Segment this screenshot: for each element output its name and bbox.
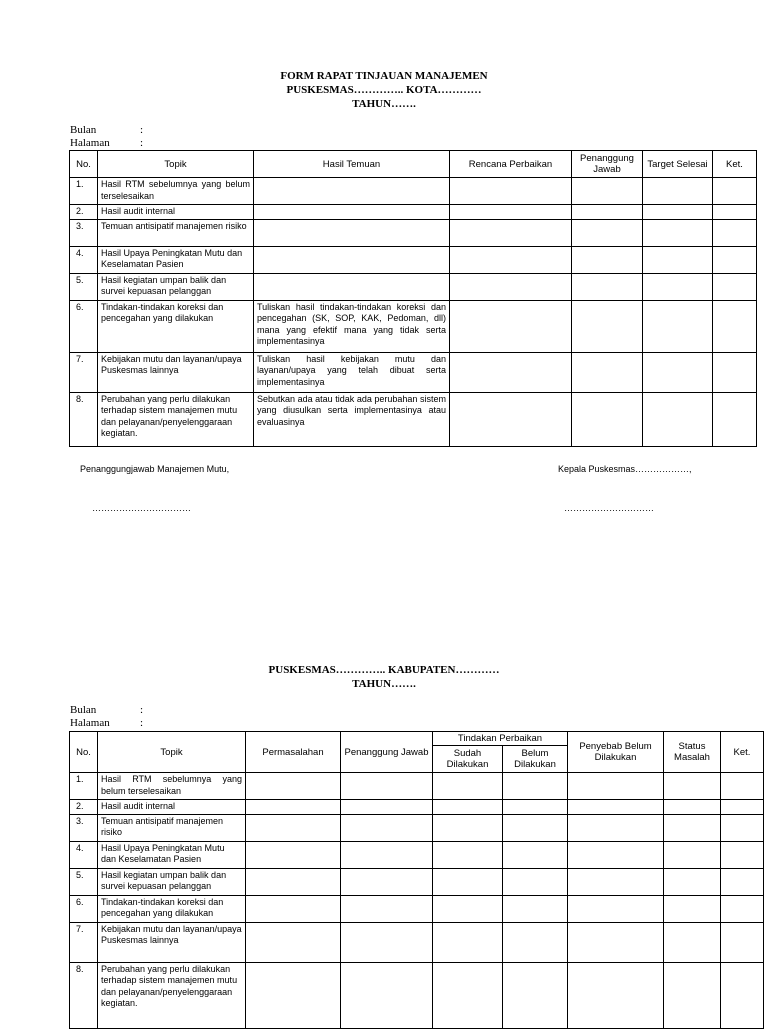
row-no: 2.	[70, 800, 98, 815]
row-pj[interactable]	[572, 205, 643, 220]
row-rencana[interactable]	[450, 273, 572, 300]
row-no: 7.	[70, 352, 98, 392]
row-status[interactable]	[664, 814, 721, 841]
row-sudah[interactable]	[433, 773, 503, 800]
row-pj[interactable]	[341, 773, 433, 800]
form1-meta-halaman	[70, 137, 143, 149]
row-belum[interactable]	[503, 841, 568, 868]
row-penyebab[interactable]	[568, 922, 664, 962]
row-sudah[interactable]	[433, 800, 503, 815]
form1-title-line-1: FORM RAPAT TINJAUAN MANAJEMEN	[280, 70, 488, 82]
row-pj[interactable]	[572, 392, 643, 446]
row-temuan[interactable]: Sebutkan ada atau tidak ada perubahan sistem yang diusulkan serta implementasinya atau evaluasinya	[254, 392, 450, 446]
header-ket: Ket.	[713, 151, 757, 178]
row-temuan[interactable]: Tuliskan hasil kebijakan mutu dan layanan/upaya yang telah dibuat serta implementasinya	[254, 352, 450, 392]
header-penanggung-jawab: Penanggung Jawab	[341, 732, 433, 773]
row-permasalahan[interactable]	[246, 868, 341, 895]
row-no: 6.	[70, 895, 98, 922]
row-topik: Perubahan yang perlu dilakukan terhadap sistem manajemen mutu dan pelayanan/penyelenggaraan kegiatan.	[98, 392, 254, 446]
row-target[interactable]	[643, 246, 713, 273]
row-permasalahan[interactable]	[246, 962, 341, 1028]
row-status[interactable]	[664, 895, 721, 922]
row-topik: Hasil Upaya Peningkatan Mutu dan Keselamatan Pasien	[98, 246, 254, 273]
row-target[interactable]	[643, 392, 713, 446]
row-rencana[interactable]	[450, 178, 572, 205]
row-pj[interactable]	[572, 352, 643, 392]
row-no: 4.	[70, 841, 98, 868]
form2-header-row-1	[70, 732, 764, 746]
row-permasalahan[interactable]	[246, 773, 341, 800]
row-no: 6.	[70, 300, 98, 352]
form2-meta-bulan	[70, 704, 143, 716]
row-ket[interactable]	[721, 773, 764, 800]
header-belum-dilakukan: Belum Dilakukan	[503, 746, 568, 773]
row-permasalahan[interactable]	[246, 895, 341, 922]
row-belum[interactable]	[503, 773, 568, 800]
row-ket[interactable]	[713, 392, 757, 446]
row-pj[interactable]	[341, 868, 433, 895]
row-topik: Kebijakan mutu dan layanan/upaya Puskesmas lainnya	[98, 352, 254, 392]
row-pj[interactable]	[572, 219, 643, 246]
row-rencana[interactable]	[450, 219, 572, 246]
row-pj[interactable]	[572, 300, 643, 352]
row-sudah[interactable]	[433, 868, 503, 895]
row-topik: Hasil audit internal	[98, 205, 254, 220]
row-pj[interactable]	[341, 922, 433, 962]
row-penyebab[interactable]	[568, 841, 664, 868]
row-penyebab[interactable]	[568, 773, 664, 800]
row-topik: Perubahan yang perlu dilakukan terhadap sistem manajemen mutu dan pelayanan/penyelenggaraan kegiatan.	[98, 962, 246, 1028]
header-topik: Topik	[98, 732, 246, 773]
row-pj[interactable]	[572, 178, 643, 205]
row-topik: Tindakan-tindakan koreksi dan pencegahan yang dilakukan	[98, 300, 254, 352]
header-no: No.	[70, 732, 98, 773]
row-no: 3.	[70, 814, 98, 841]
header-target-selesai: Target Selesai	[643, 151, 713, 178]
row-ket[interactable]	[721, 922, 764, 962]
meta-sep: :	[140, 717, 144, 729]
row-ket[interactable]	[713, 352, 757, 392]
row-sudah[interactable]	[433, 962, 503, 1028]
row-no: 8.	[70, 962, 98, 1028]
row-pj[interactable]	[341, 800, 433, 815]
table-row	[70, 219, 757, 246]
table-row	[70, 205, 757, 220]
row-no: 1.	[70, 773, 98, 800]
row-no: 4.	[70, 246, 98, 273]
row-temuan[interactable]	[254, 246, 450, 273]
row-ket[interactable]	[713, 246, 757, 273]
meta-label: Halaman	[70, 717, 110, 729]
row-ket[interactable]	[713, 178, 757, 205]
table-row	[70, 895, 764, 922]
header-penanggung-jawab: Penanggung Jawab	[572, 151, 643, 178]
row-status[interactable]	[664, 800, 721, 815]
row-target[interactable]	[643, 273, 713, 300]
form2-title-line-2: TAHUN…….	[352, 678, 416, 690]
table-row	[70, 962, 764, 1028]
row-permasalahan[interactable]	[246, 814, 341, 841]
table-row	[70, 868, 764, 895]
row-target[interactable]	[643, 178, 713, 205]
form1-header-row	[70, 151, 757, 178]
header-rencana-perbaikan: Rencana Perbaikan	[450, 151, 572, 178]
row-topik: Hasil RTM sebelumnya yang belum terselesaikan	[98, 178, 254, 205]
row-topik: Kebijakan mutu dan layanan/upaya Puskesmas lainnya	[98, 922, 246, 962]
form1-title-line-2: PUSKESMAS………….. KOTA…………	[286, 84, 482, 96]
row-penyebab[interactable]	[568, 895, 664, 922]
form1-meta-bulan	[70, 124, 143, 136]
sign-right-dots: …………………………	[564, 503, 654, 513]
row-status[interactable]	[664, 962, 721, 1028]
row-penyebab[interactable]	[568, 868, 664, 895]
row-status[interactable]	[664, 773, 721, 800]
table-row	[70, 246, 757, 273]
row-target[interactable]	[643, 352, 713, 392]
row-status[interactable]	[664, 922, 721, 962]
row-ket[interactable]	[721, 962, 764, 1028]
row-rencana[interactable]	[450, 300, 572, 352]
row-pj[interactable]	[572, 246, 643, 273]
header-sudah-dilakukan: Sudah Dilakukan	[433, 746, 503, 773]
header-topik: Topik	[98, 151, 254, 178]
row-ket[interactable]	[713, 300, 757, 352]
row-topik: Temuan antisipatif manajemen risiko	[98, 219, 254, 246]
row-sudah[interactable]	[433, 895, 503, 922]
row-no: 8.	[70, 392, 98, 446]
row-pj[interactable]	[341, 841, 433, 868]
row-rencana[interactable]	[450, 205, 572, 220]
row-status[interactable]	[664, 841, 721, 868]
row-target[interactable]	[643, 219, 713, 246]
row-ket[interactable]	[713, 205, 757, 220]
header-permasalahan: Permasalahan	[246, 732, 341, 773]
row-topik: Hasil kegiatan umpan balik dan survei kepuasan pelanggan	[98, 273, 254, 300]
header-no: No.	[70, 151, 98, 178]
row-permasalahan[interactable]	[246, 922, 341, 962]
row-belum[interactable]	[503, 868, 568, 895]
row-pj[interactable]	[341, 962, 433, 1028]
row-belum[interactable]	[503, 800, 568, 815]
row-no: 1.	[70, 178, 98, 205]
row-topik: Hasil kegiatan umpan balik dan survei kepuasan pelanggan	[98, 868, 246, 895]
row-belum[interactable]	[503, 962, 568, 1028]
row-sudah[interactable]	[433, 922, 503, 962]
row-no: 5.	[70, 273, 98, 300]
row-sudah[interactable]	[433, 841, 503, 868]
table-row	[70, 814, 764, 841]
header-hasil-temuan: Hasil Temuan	[254, 151, 450, 178]
row-temuan[interactable]	[254, 273, 450, 300]
row-no: 5.	[70, 868, 98, 895]
row-ket[interactable]	[721, 868, 764, 895]
sign-left-dots: ……………………………	[92, 503, 191, 513]
header-ket: Ket.	[721, 732, 764, 773]
row-temuan[interactable]	[254, 205, 450, 220]
row-ket[interactable]	[721, 814, 764, 841]
row-pj[interactable]	[572, 273, 643, 300]
row-pj[interactable]	[341, 895, 433, 922]
row-status[interactable]	[664, 868, 721, 895]
table-row	[70, 300, 757, 352]
row-no: 2.	[70, 205, 98, 220]
form2-table	[69, 731, 764, 1029]
sign-right-label: Kepala Puskesmas………………,	[558, 464, 692, 474]
row-temuan[interactable]: Tuliskan hasil tindakan-tindakan koreksi dan pencegahan (SK, SOP, KAK, Pedoman, dll) mana yang efektif mana yang tidak serta implementasinya	[254, 300, 450, 352]
row-penyebab[interactable]	[568, 962, 664, 1028]
sign-left-label: Penanggungjawab Manajemen Mutu,	[80, 464, 230, 474]
table-row	[70, 800, 764, 815]
meta-label: Halaman	[70, 137, 110, 149]
row-ket[interactable]	[721, 800, 764, 815]
row-sudah[interactable]	[433, 814, 503, 841]
row-topik: Tindakan-tindakan koreksi dan pencegahan yang dilakukan	[98, 895, 246, 922]
table-row	[70, 352, 757, 392]
table-row	[70, 273, 757, 300]
row-target[interactable]	[643, 300, 713, 352]
form2-title-line-1: PUSKESMAS………….. KABUPATEN…………	[268, 664, 500, 676]
meta-sep: :	[140, 704, 144, 716]
table-row	[70, 922, 764, 962]
row-ket[interactable]	[713, 219, 757, 246]
table-row	[70, 841, 764, 868]
header-tindakan-perbaikan: Tindakan Perbaikan	[433, 732, 568, 746]
row-rencana[interactable]	[450, 246, 572, 273]
table-row	[70, 178, 757, 205]
row-pj[interactable]	[341, 814, 433, 841]
form2-meta-halaman	[70, 717, 143, 729]
table-row	[70, 773, 764, 800]
meta-sep: :	[140, 124, 144, 136]
row-ket[interactable]	[721, 841, 764, 868]
row-penyebab[interactable]	[568, 814, 664, 841]
row-permasalahan[interactable]	[246, 841, 341, 868]
row-belum[interactable]	[503, 895, 568, 922]
form1-table	[69, 150, 757, 447]
row-no: 7.	[70, 922, 98, 962]
form1-title-line-3: TAHUN…….	[352, 98, 416, 110]
row-no: 3.	[70, 219, 98, 246]
row-temuan[interactable]	[254, 178, 450, 205]
row-permasalahan[interactable]	[246, 800, 341, 815]
header-penyebab-belum: Penyebab Belum Dilakukan	[568, 732, 664, 773]
header-status-masalah: Status Masalah	[664, 732, 721, 773]
meta-label: Bulan	[70, 704, 97, 716]
row-rencana[interactable]	[450, 352, 572, 392]
row-temuan[interactable]	[254, 219, 450, 246]
row-penyebab[interactable]	[568, 800, 664, 815]
row-belum[interactable]	[503, 922, 568, 962]
row-topik: Hasil RTM sebelumnya yang belum terselesaikan	[98, 773, 246, 800]
row-rencana[interactable]	[450, 392, 572, 446]
row-ket[interactable]	[713, 273, 757, 300]
row-belum[interactable]	[503, 814, 568, 841]
meta-label: Bulan	[70, 124, 97, 136]
row-topik: Hasil Upaya Peningkatan Mutu dan Keselamatan Pasien	[98, 841, 246, 868]
row-target[interactable]	[643, 205, 713, 220]
row-topik: Temuan antisipatif manajemen risiko	[98, 814, 246, 841]
row-topik: Hasil audit internal	[98, 800, 246, 815]
table-row	[70, 392, 757, 446]
row-ket[interactable]	[721, 895, 764, 922]
meta-sep: :	[140, 137, 144, 149]
